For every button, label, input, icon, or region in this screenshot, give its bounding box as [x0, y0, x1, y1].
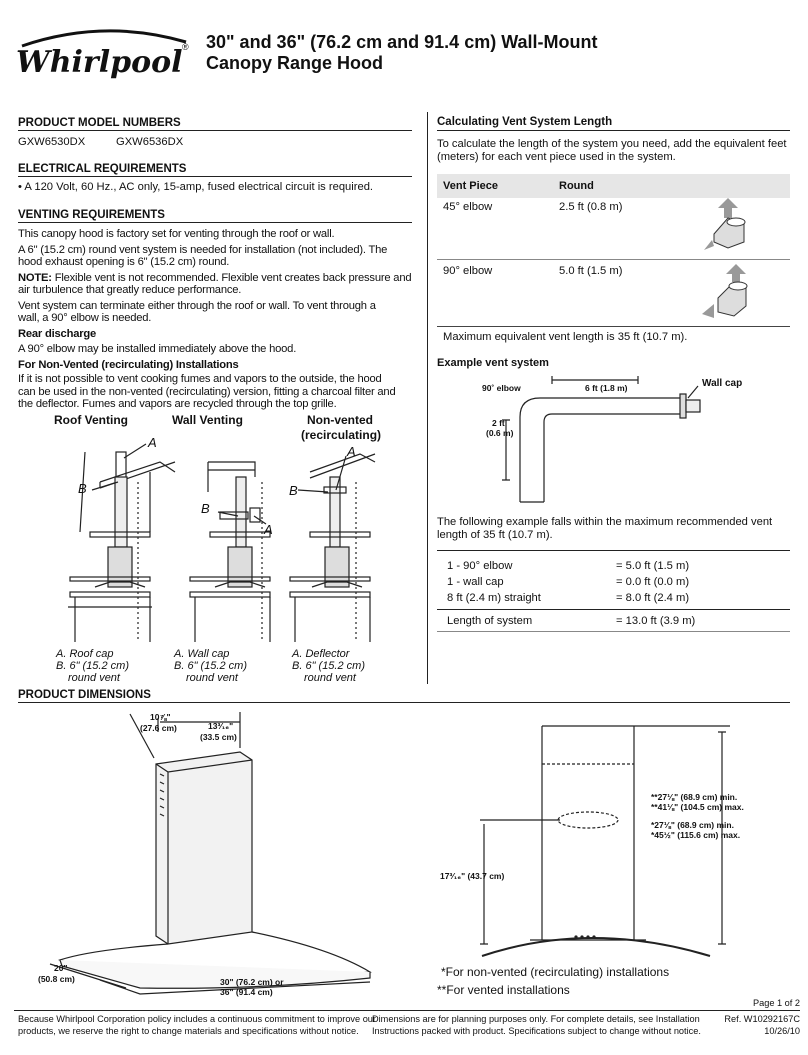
example-heading: Example vent system: [437, 357, 549, 369]
non-vented-heading: For Non-Vented (recirculating) Installations: [18, 358, 239, 371]
footer-ref: Ref. W10292167C 10/26/10: [724, 1014, 800, 1036]
column-divider: [427, 112, 428, 684]
wall-venting-title: Wall Venting: [172, 413, 243, 427]
divider: [437, 130, 790, 131]
dim-vented-min: **27⅛" (68.9 cm) min.: [651, 792, 738, 802]
row-90-piece: 90° elbow: [443, 265, 493, 277]
nonvent-title: Non-vented: [307, 413, 373, 427]
dim-depth-top-metric: (27.6 cm): [140, 723, 177, 733]
dim-vented-max: **41⅛" (104.5 cm) max.: [651, 802, 744, 812]
dim-width-top: 13³⁄₁₆": [208, 721, 234, 731]
elbow-90-icon: [700, 262, 760, 324]
svg-text:Whirlpool: Whirlpool: [16, 45, 183, 80]
row-90-round: 5.0 ft (1.5 m): [559, 265, 623, 277]
ex-length-label: 6 ft (1.8 m): [585, 383, 628, 393]
divider: [437, 259, 790, 260]
col-vent-piece: Vent Piece: [443, 180, 499, 192]
dim-width: 30" (76.2 cm) or: [220, 977, 284, 987]
total-item: Length of system: [447, 615, 533, 627]
col-round: Round: [559, 180, 594, 192]
ex-height-metric: (0.6 m): [486, 428, 514, 438]
roof-label-b: B: [78, 481, 87, 496]
calc-intro: To calculate the length of the system you need, add the equivalent feet (meters) for each vent piece used in the system.: [437, 138, 787, 163]
roof-label-a: A: [148, 435, 157, 450]
venting-text: This canopy hood is factory set for venting through the roof or wall. A 6" (15.2 cm) round vent system is needed for installation (not included). The hood exhaust opening is 6" (15.2 cm) round. NOTE: Flexible vent is not recommended. Flexible vent creates back pressure and air turbulence that greatly reduce performance. Vent system can terminate either through the roof or wall. To vent through a wall, a 90° elbow is needed. Rear discharge A 90° elbow may be installed immediately above the hood. For Non-Vented (recirculating) Installations If it is not possible to vent cooking fumes and vapors to the outside, the hood can be used in the non-vented (recirculating) version, fitting a charcoal filter and the deflector. Fumes and vapors are recycled through the top grille.: [18, 228, 416, 411]
ex-height-label: 2 ft: [492, 418, 505, 428]
dim-depth: 20": [54, 963, 68, 973]
rear-discharge-heading: Rear discharge: [18, 327, 97, 340]
row-45-piece: 45° elbow: [443, 201, 493, 213]
example-vent-diagram: [470, 372, 710, 512]
model-number-2: GXW6536DX: [116, 136, 184, 148]
sum-values: = 5.0 ft (1.5 m) = 0.0 ft (0.0 m) = 8.0 ft (2.4 m): [616, 560, 690, 604]
ex-wall-cap-label: Wall cap: [702, 378, 743, 389]
dim-width-top-metric: (33.5 cm): [200, 732, 237, 742]
dim-hood-height: 17³⁄₁₆" (43.7 cm): [440, 871, 505, 881]
roof-caption: A. Roof cap B. 6" (15.2 cm) round vent: [56, 648, 129, 684]
hood-side-drawing: [470, 720, 730, 960]
nonvent-caption: A. Deflector B. 6" (15.2 cm) round vent: [292, 648, 365, 684]
wall-label-a: A: [264, 522, 273, 537]
hood-front-drawing: [30, 712, 390, 1002]
page-subtitle: Canopy Range Hood: [206, 53, 384, 73]
svg-text:®: ®: [182, 42, 189, 52]
calc-heading: Calculating Vent System Length: [437, 116, 613, 128]
dim-depth-top: 10⅞": [150, 712, 171, 722]
page-title: 30" and 36" (76.2 cm and 91.4 cm) Wall-Mount: [206, 32, 598, 52]
venting-heading: VENTING REQUIREMENTS: [18, 209, 165, 221]
nonvent-label-b: B: [289, 483, 298, 498]
dimensions-heading: PRODUCT DIMENSIONS: [18, 689, 151, 701]
model-heading: PRODUCT MODEL NUMBERS: [18, 117, 181, 129]
note-nonvented: *For non-vented (recirculating) installations: [441, 965, 670, 979]
wall-label-b: B: [201, 501, 210, 516]
whirlpool-logo: [14, 24, 194, 80]
wall-caption: A. Wall cap B. 6" (15.2 cm) round vent: [174, 648, 247, 684]
row-45-round: 2.5 ft (0.8 m): [559, 201, 623, 213]
dim-nonvented-max: *45½" (115.6 cm) max.: [651, 830, 741, 840]
roof-venting-title: Roof Venting: [54, 413, 128, 427]
divider: [437, 631, 790, 632]
footer-middle: Dimensions are for planning purposes only. For complete details, see Installation Instructions packed with product. Specifications subject to change without notice.: [372, 1014, 701, 1036]
total-value: = 13.0 ft (3.9 m): [616, 615, 696, 627]
divider: [18, 130, 412, 131]
divider: [18, 222, 412, 223]
footer-left: Because Whirlpool Corporation policy includes a continuous commitment to improve our products, we reserve the right to change materials and specifications without notice.: [18, 1014, 376, 1036]
divider: [14, 1010, 800, 1011]
ex-elbow-label: 90˚ elbow: [482, 383, 521, 393]
divider: [437, 326, 790, 327]
venting-diagrams: [40, 432, 410, 647]
follow-text: The following example falls within the maximum recommended vent length of 35 ft (10.7 m).: [437, 516, 773, 541]
electrical-text: • A 120 Volt, 60 Hz., AC only, 15-amp, fused electrical circuit is required.: [18, 181, 374, 193]
max-length-text: Maximum equivalent vent length is 35 ft (10.7 m).: [443, 331, 688, 343]
model-number-1: GXW6530DX: [18, 136, 86, 148]
divider: [437, 609, 790, 610]
note-vented: **For vented installations: [437, 983, 570, 997]
dim-width-metric: 36" (91.4 cm): [220, 987, 273, 997]
dim-nonvented-min: *27⅛" (68.9 cm) min.: [651, 820, 734, 830]
divider: [437, 550, 790, 551]
dim-depth-metric: (50.8 cm): [38, 974, 75, 984]
divider: [18, 702, 790, 703]
electrical-heading: ELECTRICAL REQUIREMENTS: [18, 163, 187, 175]
nonvent-subtitle: (recirculating): [301, 428, 382, 442]
sum-items: 1 - 90° elbow 1 - wall cap 8 ft (2.4 m) straight: [447, 560, 541, 604]
elbow-45-icon: [700, 194, 760, 256]
divider: [18, 176, 412, 177]
page-number: Page 1 of 2: [753, 998, 800, 1008]
nonvent-label-a: A: [347, 444, 356, 459]
